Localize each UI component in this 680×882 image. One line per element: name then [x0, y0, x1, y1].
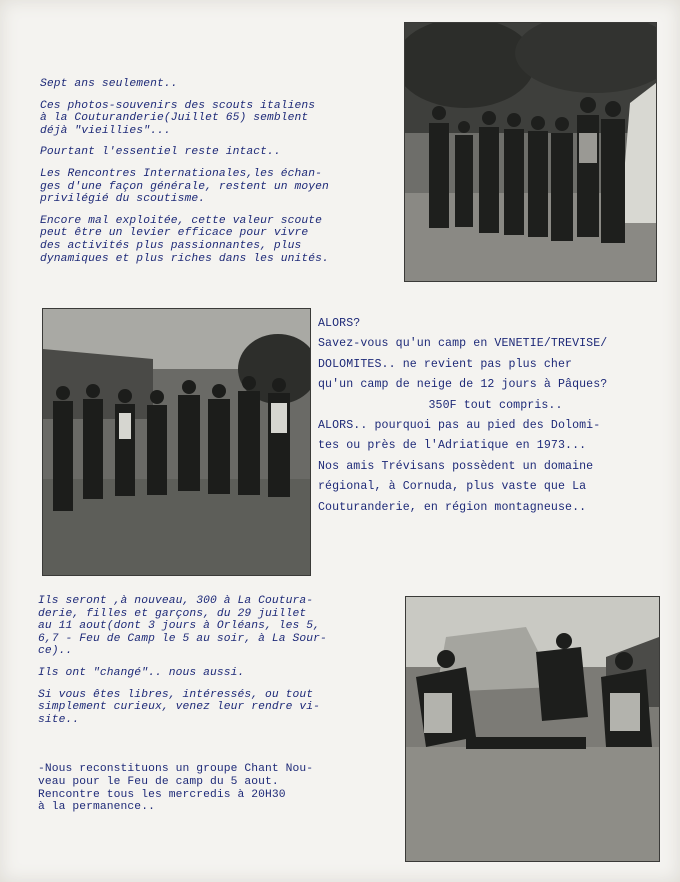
- text-line: ges d'une façon générale, restent un moyen: [40, 180, 329, 193]
- chant-group-block: [38, 763, 383, 814]
- text-line: qu'un camp de neige de 12 jours à Pâques?: [318, 378, 608, 392]
- text-line: des activités plus passionnantes, plus: [40, 239, 302, 252]
- text-line: -Nous reconstituons un groupe Chant Nou-: [38, 763, 314, 775]
- photo-scouts-camp-work: [405, 596, 660, 862]
- valeur-paragraph: [40, 215, 390, 265]
- text-line: Couturanderie, en région montagneuse..: [318, 500, 587, 514]
- text-line: privilégié du scoutisme.: [40, 193, 206, 206]
- text-line: Les Rencontres Internationales,les échan-: [40, 167, 323, 180]
- text-line: régional, à Cornuda, plus vaste que La: [318, 480, 587, 494]
- changed-line: Ils ont "changé".. nous aussi.: [38, 666, 245, 679]
- text-line: à la Couturanderie(Juillet 65) semblent: [40, 112, 309, 125]
- intro-line: Sept ans seulement..: [40, 78, 178, 90]
- text-line: derie, filles et garçons, du 29 juillet: [38, 607, 307, 620]
- price-line: 350F tout compris..: [428, 398, 563, 412]
- intro-text-block: [40, 78, 390, 274]
- invitation-paragraph: [38, 689, 383, 727]
- text-line: DOLOMITES.. ne revient pas plus cher: [318, 357, 573, 371]
- essential-line: Pourtant l'essentiel reste intact..: [40, 146, 281, 159]
- text-line: déjà "vieillies"...: [40, 124, 171, 137]
- text-line: veau pour le Feu de camp du 5 aout.: [38, 775, 279, 788]
- text-line: 6,7 - Feu de Camp le 5 au soir, à La Sour-: [38, 632, 327, 645]
- text-line: dynamiques et plus riches dans les unités.: [40, 252, 329, 265]
- text-line: Ils seront ,à nouveau, 300 à La Coutura-: [38, 595, 314, 607]
- event-announcement-block: [38, 595, 383, 735]
- rencontres-paragraph: [40, 168, 390, 206]
- text-line: Nos amis Trévisans possèdent un domaine: [318, 459, 594, 473]
- text-line: site..: [38, 713, 80, 726]
- text-line: tes ou près de l'Adriatique en 1973...: [318, 439, 587, 453]
- text-line: ALORS?: [318, 317, 361, 330]
- camp-offer-block: [318, 314, 663, 518]
- dates-paragraph: [38, 595, 383, 658]
- text-line: peut être un levier efficace pour vivre: [40, 227, 309, 240]
- photo-scouts-lineup: [404, 22, 657, 282]
- text-line: au 11 aout(dont 3 jours à Orléans, les 5,: [38, 620, 321, 633]
- text-line: Si vous êtes libres, intéressés, ou tout: [38, 688, 314, 701]
- photos-paragraph: [40, 100, 390, 138]
- text-line: Ces photos-souvenirs des scouts italiens: [40, 99, 316, 112]
- text-line: Savez-vous qu'un camp en VENETIE/TREVISE/: [318, 337, 608, 351]
- text-line: Encore mal exploitée, cette valeur scoute: [40, 214, 323, 227]
- text-line: Rencontre tous les mercredis à 20H30: [38, 788, 286, 801]
- text-line: ce)..: [38, 645, 73, 658]
- text-line: simplement curieux, venez leur rendre vi-: [38, 701, 321, 714]
- text-line: à la permanence..: [38, 801, 155, 814]
- photo-scouts-field: [42, 308, 311, 576]
- text-line: ALORS.. pourquoi pas au pied des Dolomi-: [318, 419, 601, 433]
